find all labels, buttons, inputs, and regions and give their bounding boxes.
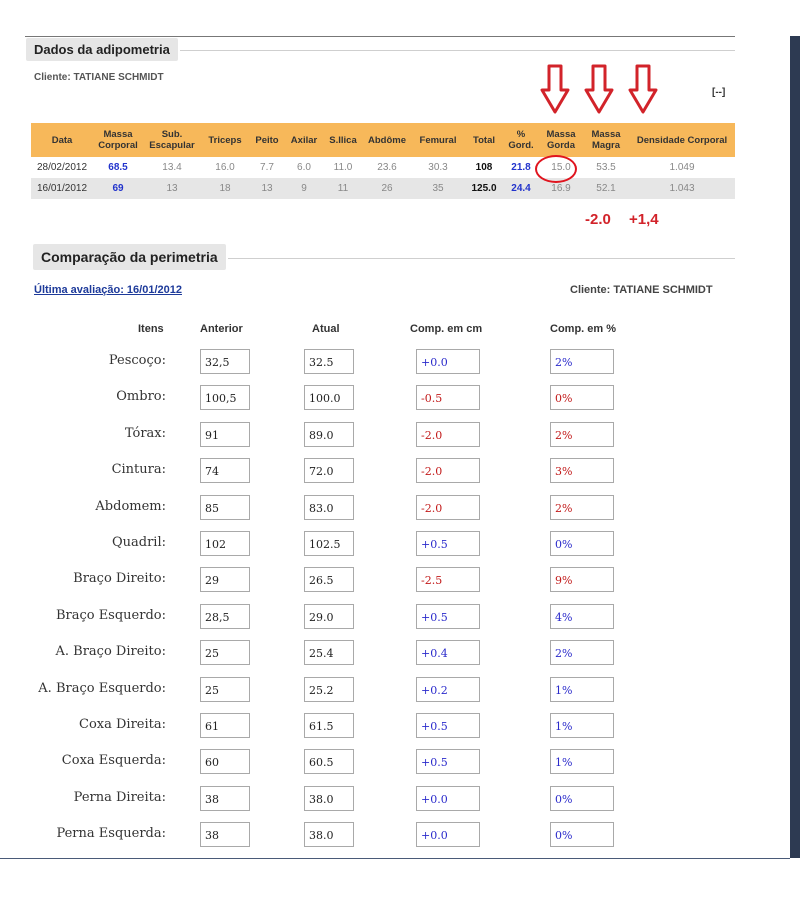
comp-pct-field[interactable]: 9% [550, 567, 614, 592]
comp-cm-field[interactable]: +0.0 [416, 822, 480, 847]
comp-cm-field[interactable]: -0.5 [416, 385, 480, 410]
atual-field[interactable]: 89.0 [304, 422, 354, 447]
comp-pct-field[interactable]: 4% [550, 604, 614, 629]
table-cell: 13.4 [143, 157, 201, 178]
row-label: Coxa Esquerda: [61, 753, 166, 768]
column-header: Data [31, 123, 93, 157]
table-cell: 9 [285, 178, 323, 199]
table-cell: 11.0 [323, 157, 363, 178]
column-header: Densidade Corporal [629, 123, 735, 157]
comp-cm-field[interactable]: -2.0 [416, 422, 480, 447]
anterior-field[interactable]: 32,5 [200, 349, 250, 374]
atual-field[interactable]: 83.0 [304, 495, 354, 520]
comp-pct-field[interactable]: 0% [550, 822, 614, 847]
window-edge [790, 36, 800, 858]
table-cell: 16/01/2012 [31, 178, 93, 199]
atual-field[interactable]: 38.0 [304, 822, 354, 847]
massa-gorda-delta: -2.0 [585, 211, 611, 228]
table-cell: 11 [323, 178, 363, 199]
column-header: Abdôme [363, 123, 411, 157]
anterior-field[interactable]: 38 [200, 822, 250, 847]
header-comp-cm: Comp. em cm [410, 323, 483, 335]
comp-pct-field[interactable]: 1% [550, 713, 614, 738]
top-rule [25, 36, 735, 37]
client-name: Cliente: TATIANE SCHMIDT [34, 72, 164, 83]
row-label: Perna Direita: [73, 790, 166, 805]
table-cell: 125.0 [465, 178, 503, 199]
anterior-field[interactable]: 28,5 [200, 604, 250, 629]
anterior-field[interactable]: 29 [200, 567, 250, 592]
table-header-row [31, 123, 735, 157]
atual-field[interactable]: 25.4 [304, 640, 354, 665]
comp-pct-field[interactable]: 1% [550, 749, 614, 774]
table-cell: 69 [93, 178, 143, 199]
atual-field[interactable]: 25.2 [304, 677, 354, 702]
table-cell: 13 [249, 178, 285, 199]
comp-cm-field[interactable]: +0.0 [416, 349, 480, 374]
down-arrow-icon [584, 64, 614, 116]
comp-pct-field[interactable]: 0% [550, 531, 614, 556]
table-cell: 16.0 [201, 157, 249, 178]
comp-pct-field[interactable]: 2% [550, 640, 614, 665]
comp-pct-field[interactable]: 3% [550, 458, 614, 483]
collapse-toggle[interactable]: [--] [712, 87, 726, 98]
row-label: Coxa Direita: [79, 717, 166, 732]
comp-cm-field[interactable]: +0.0 [416, 786, 480, 811]
massa-magra-delta: +1,4 [629, 211, 659, 228]
table-cell: 28/02/2012 [31, 157, 93, 178]
column-header: Sub. Escapular [143, 123, 201, 157]
highlight-circle [535, 155, 577, 183]
table-cell: 30.3 [411, 157, 465, 178]
comp-pct-field[interactable]: 1% [550, 677, 614, 702]
header-anterior: Anterior [200, 323, 243, 335]
atual-field[interactable]: 100.0 [304, 385, 354, 410]
anterior-field[interactable]: 102 [200, 531, 250, 556]
column-header: Massa Corporal [93, 123, 143, 157]
comp-cm-field[interactable]: -2.0 [416, 495, 480, 520]
row-label: A. Braço Esquerdo: [38, 681, 166, 696]
atual-field[interactable]: 72.0 [304, 458, 354, 483]
table-cell: 26 [363, 178, 411, 199]
comp-cm-field[interactable]: +0.5 [416, 531, 480, 556]
comp-pct-field[interactable]: 2% [550, 495, 614, 520]
table-row [31, 178, 735, 199]
anterior-field[interactable]: 74 [200, 458, 250, 483]
table-cell: 53.5 [583, 157, 629, 178]
comp-cm-field[interactable]: +0.4 [416, 640, 480, 665]
anterior-field[interactable]: 61 [200, 713, 250, 738]
row-label: Tórax: [124, 426, 166, 441]
column-header: % Gord. [503, 123, 539, 157]
anterior-field[interactable]: 38 [200, 786, 250, 811]
table-cell: 15.0 [539, 157, 583, 178]
comp-cm-field[interactable]: -2.0 [416, 458, 480, 483]
table-cell: 1.043 [629, 178, 735, 199]
section-divider [180, 50, 735, 51]
client-name: Cliente: TATIANE SCHMIDT [570, 284, 713, 296]
down-arrow-icon [628, 64, 658, 116]
atual-field[interactable]: 29.0 [304, 604, 354, 629]
table-cell: 7.7 [249, 157, 285, 178]
table-cell: 24.4 [503, 178, 539, 199]
atual-field[interactable]: 61.5 [304, 713, 354, 738]
comp-pct-field[interactable]: 2% [550, 349, 614, 374]
atual-field[interactable]: 60.5 [304, 749, 354, 774]
row-label: Quadril: [111, 535, 166, 550]
column-header: Femural [411, 123, 465, 157]
atual-field[interactable]: 102.5 [304, 531, 354, 556]
comp-cm-field[interactable]: +0.5 [416, 749, 480, 774]
column-header: S.Ilica [323, 123, 363, 157]
row-label: Pescoço: [108, 353, 166, 368]
table-cell: 1.049 [629, 157, 735, 178]
table-cell: 23.6 [363, 157, 411, 178]
table-cell: 18 [201, 178, 249, 199]
row-label: Braço Esquerdo: [55, 608, 166, 623]
table-cell: 52.1 [583, 178, 629, 199]
anterior-field[interactable]: 85 [200, 495, 250, 520]
row-label: Abdomem: [95, 499, 166, 514]
atual-field[interactable]: 32.5 [304, 349, 354, 374]
anterior-field[interactable]: 25 [200, 640, 250, 665]
table-cell: 13 [143, 178, 201, 199]
column-header: Peito [249, 123, 285, 157]
row-label: Cintura: [111, 462, 166, 477]
table-cell: 16.9 [539, 178, 583, 199]
table-cell: 21.8 [503, 157, 539, 178]
down-arrow-icon [540, 64, 570, 116]
table-cell: 35 [411, 178, 465, 199]
table-cell: 68.5 [93, 157, 143, 178]
column-header: Total [465, 123, 503, 157]
column-header: Axilar [285, 123, 323, 157]
comp-pct-field[interactable]: 0% [550, 786, 614, 811]
row-label: Ombro: [116, 389, 166, 404]
table-row [31, 157, 735, 178]
header-comp-pct: Comp. em % [550, 323, 617, 335]
perimetria-title: Comparação da perimetria [33, 244, 226, 270]
column-header: Triceps [201, 123, 249, 157]
last-evaluation-link[interactable]: Última avaliação: 16/01/2012 [34, 284, 182, 296]
section-divider [228, 258, 735, 259]
comp-cm-field[interactable]: -2.5 [416, 567, 480, 592]
comp-cm-field[interactable]: +0.5 [416, 713, 480, 738]
row-label: Perna Esquerda: [56, 826, 166, 841]
anterior-field[interactable]: 25 [200, 677, 250, 702]
atual-field[interactable]: 26.5 [304, 567, 354, 592]
anterior-field[interactable]: 100,5 [200, 385, 250, 410]
anterior-field[interactable]: 60 [200, 749, 250, 774]
table-cell: 108 [465, 157, 503, 178]
header-itens: Itens [138, 323, 164, 335]
header-atual: Atual [312, 323, 340, 335]
adipometria-title: Dados da adipometria [26, 38, 178, 61]
row-label: Braço Direito: [73, 571, 166, 586]
table-cell: 6.0 [285, 157, 323, 178]
atual-field[interactable]: 38.0 [304, 786, 354, 811]
adipometria-table [31, 123, 735, 199]
anterior-field[interactable]: 91 [200, 422, 250, 447]
row-label: A. Braço Direito: [55, 644, 166, 659]
comp-cm-field[interactable]: +0.5 [416, 604, 480, 629]
comp-pct-field[interactable]: 0% [550, 385, 614, 410]
column-header: Massa Gorda [539, 123, 583, 157]
column-header: Massa Magra [583, 123, 629, 157]
comp-pct-field[interactable]: 2% [550, 422, 614, 447]
comp-cm-field[interactable]: +0.2 [416, 677, 480, 702]
